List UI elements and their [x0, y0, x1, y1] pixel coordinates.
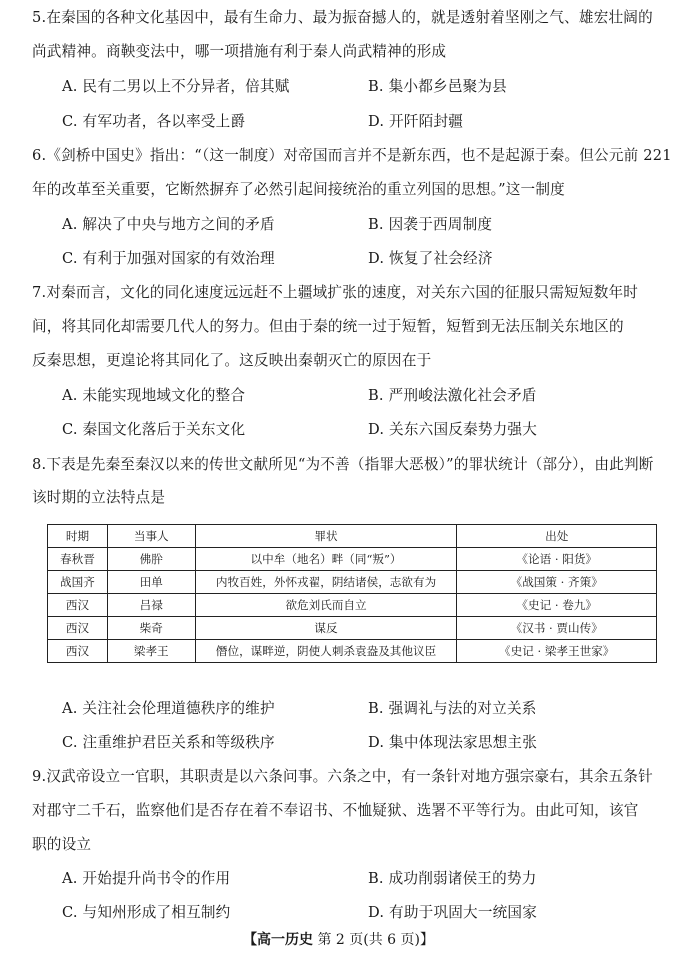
q5-stem-line-2: 尚武精神。商鞅变法中，哪一项措施有利于秦人尚武精神的形成 — [32, 43, 447, 60]
q9-option-a[interactable]: A. 开始提升尚书令的作用 — [62, 870, 231, 887]
cell-crime: 谋反 — [195, 617, 457, 640]
q6-stem-line-1: 6.《剑桥中国史》指出：“（这一制度）对帝国而言并不是新东西，也不是起源于秦。但公元前 221 — [32, 147, 672, 164]
q6-option-b[interactable]: B. 因袭于西周制度 — [368, 216, 493, 233]
page-footer — [0, 930, 677, 950]
q8-option-b[interactable]: B. 强调礼与法的对立关系 — [368, 700, 537, 717]
q7-stem-line-2: 间，将其同化却需要几代人的努力。但由于秦的统一过于短暂，短暂到无法压制关东地区的 — [32, 318, 624, 335]
q7-option-c[interactable]: C. 秦国文化落后于关东文化 — [62, 421, 246, 438]
q9-option-d[interactable]: D. 有助于巩固大一统国家 — [368, 904, 537, 921]
cell-period: 西汉 — [48, 594, 108, 617]
cell-period: 春秋晋 — [48, 548, 108, 571]
table-row — [48, 617, 657, 640]
q5-option-b[interactable]: B. 集小都乡邑聚为县 — [368, 78, 507, 95]
footer-page-number: 第 2 页(共 6 页)】 — [317, 932, 434, 948]
table-row — [48, 640, 657, 663]
header-source: 出处 — [457, 525, 657, 548]
q7-option-a[interactable]: A. 未能实现地域文化的整合 — [62, 387, 246, 404]
q7-option-b[interactable]: B. 严刑峻法激化社会矛盾 — [368, 387, 537, 404]
cell-crime: 欲危刘氏而自立 — [195, 594, 457, 617]
q8-stem-line-1: 8.下表是先秦至秦汉以来的传世文献所见“为不善（指罪大恶极）”的罪状统计（部分），由此判断 — [32, 456, 654, 473]
cell-person: 吕禄 — [107, 594, 195, 617]
cell-person: 佛肸 — [107, 548, 195, 571]
cell-crime: 以中牟（地名）畔（同“叛”） — [195, 548, 457, 571]
q7-stem-line-1: 7.对秦而言，文化的同化速度远远赶不上疆域扩张的速度，对关东六国的征服只需短短数年时 — [32, 284, 639, 301]
cell-person: 田单 — [107, 571, 195, 594]
q8-option-d[interactable]: D. 集中体现法家思想主张 — [368, 734, 537, 751]
header-person: 当事人 — [107, 525, 195, 548]
q5-option-a[interactable]: A. 民有二男以上不分异者，倍其赋 — [62, 78, 290, 95]
cell-period: 西汉 — [48, 640, 108, 663]
cell-source: 《论语 · 阳货》 — [457, 548, 657, 571]
q9-stem-line-2: 对郡守二千石，监察他们是否存在着不奉诏书、不恤疑狱、选署不平等行为。由此可知，该官 — [32, 802, 639, 819]
cell-crime: 僭位，谋畔逆，阴使人刺杀袁盎及其他议臣 — [195, 640, 457, 663]
q8-option-c[interactable]: C. 注重维护君臣关系和等级秩序 — [62, 734, 275, 751]
q8-option-a[interactable]: A. 关注社会伦理道德秩序的维护 — [62, 700, 275, 717]
cell-source: 《史记 · 梁孝王世家》 — [457, 640, 657, 663]
q7-stem-line-3: 反秦思想，更遑论将其同化了。这反映出秦朝灭亡的原因在于 — [32, 352, 432, 369]
q8-stem-line-2: 该时期的立法特点是 — [32, 489, 166, 506]
q6-stem-line-2: 年的改革至关重要，它断然摒弃了必然引起间接统治的重立列国的思想。”这一制度 — [32, 181, 565, 198]
q9-option-b[interactable]: B. 成功削弱诸侯王的势力 — [368, 870, 537, 887]
q5-option-d[interactable]: D. 开阡陌封疆 — [368, 113, 464, 130]
table-row — [48, 571, 657, 594]
header-crime: 罪状 — [195, 525, 457, 548]
table-header-row — [48, 525, 657, 548]
cell-person: 梁孝王 — [107, 640, 195, 663]
table-row — [48, 548, 657, 571]
cell-period: 战国齐 — [48, 571, 108, 594]
cell-period: 西汉 — [48, 617, 108, 640]
cell-source: 《战国策 · 齐策》 — [457, 571, 657, 594]
q9-stem-line-1: 9.汉武帝设立一官职，其职责是以六条问事。六条之中，有一条针对地方强宗豪右，其余五条针 — [32, 768, 653, 785]
cell-source: 《汉书 · 贾山传》 — [457, 617, 657, 640]
q6-option-c[interactable]: C. 有利于加强对国家的有效治理 — [62, 250, 275, 267]
q5-stem-line-1: 5.在秦国的各种文化基因中，最有生命力、最为振奋撼人的，就是透射着坚刚之气、雄宏壮阔的 — [32, 9, 653, 26]
q6-option-d[interactable]: D. 恢复了社会经济 — [368, 250, 493, 267]
footer-title: 【高一历史 — [243, 932, 313, 948]
q9-option-c[interactable]: C. 与知州形成了相互制约 — [62, 904, 231, 921]
q7-option-d[interactable]: D. 关东六国反秦势力强大 — [368, 421, 537, 438]
cell-crime: 内牧百姓，外怀戎翟，阴结诸侯，志欲有为 — [195, 571, 457, 594]
cell-source: 《史记 · 卷九》 — [457, 594, 657, 617]
crime-records-table — [47, 524, 657, 663]
q6-option-a[interactable]: A. 解决了中央与地方之间的矛盾 — [62, 216, 275, 233]
table-row — [48, 594, 657, 617]
cell-person: 柴奇 — [107, 617, 195, 640]
header-period: 时期 — [48, 525, 108, 548]
q5-option-c[interactable]: C. 有军功者，各以率受上爵 — [62, 113, 246, 130]
q9-stem-line-3: 职的设立 — [32, 836, 92, 853]
